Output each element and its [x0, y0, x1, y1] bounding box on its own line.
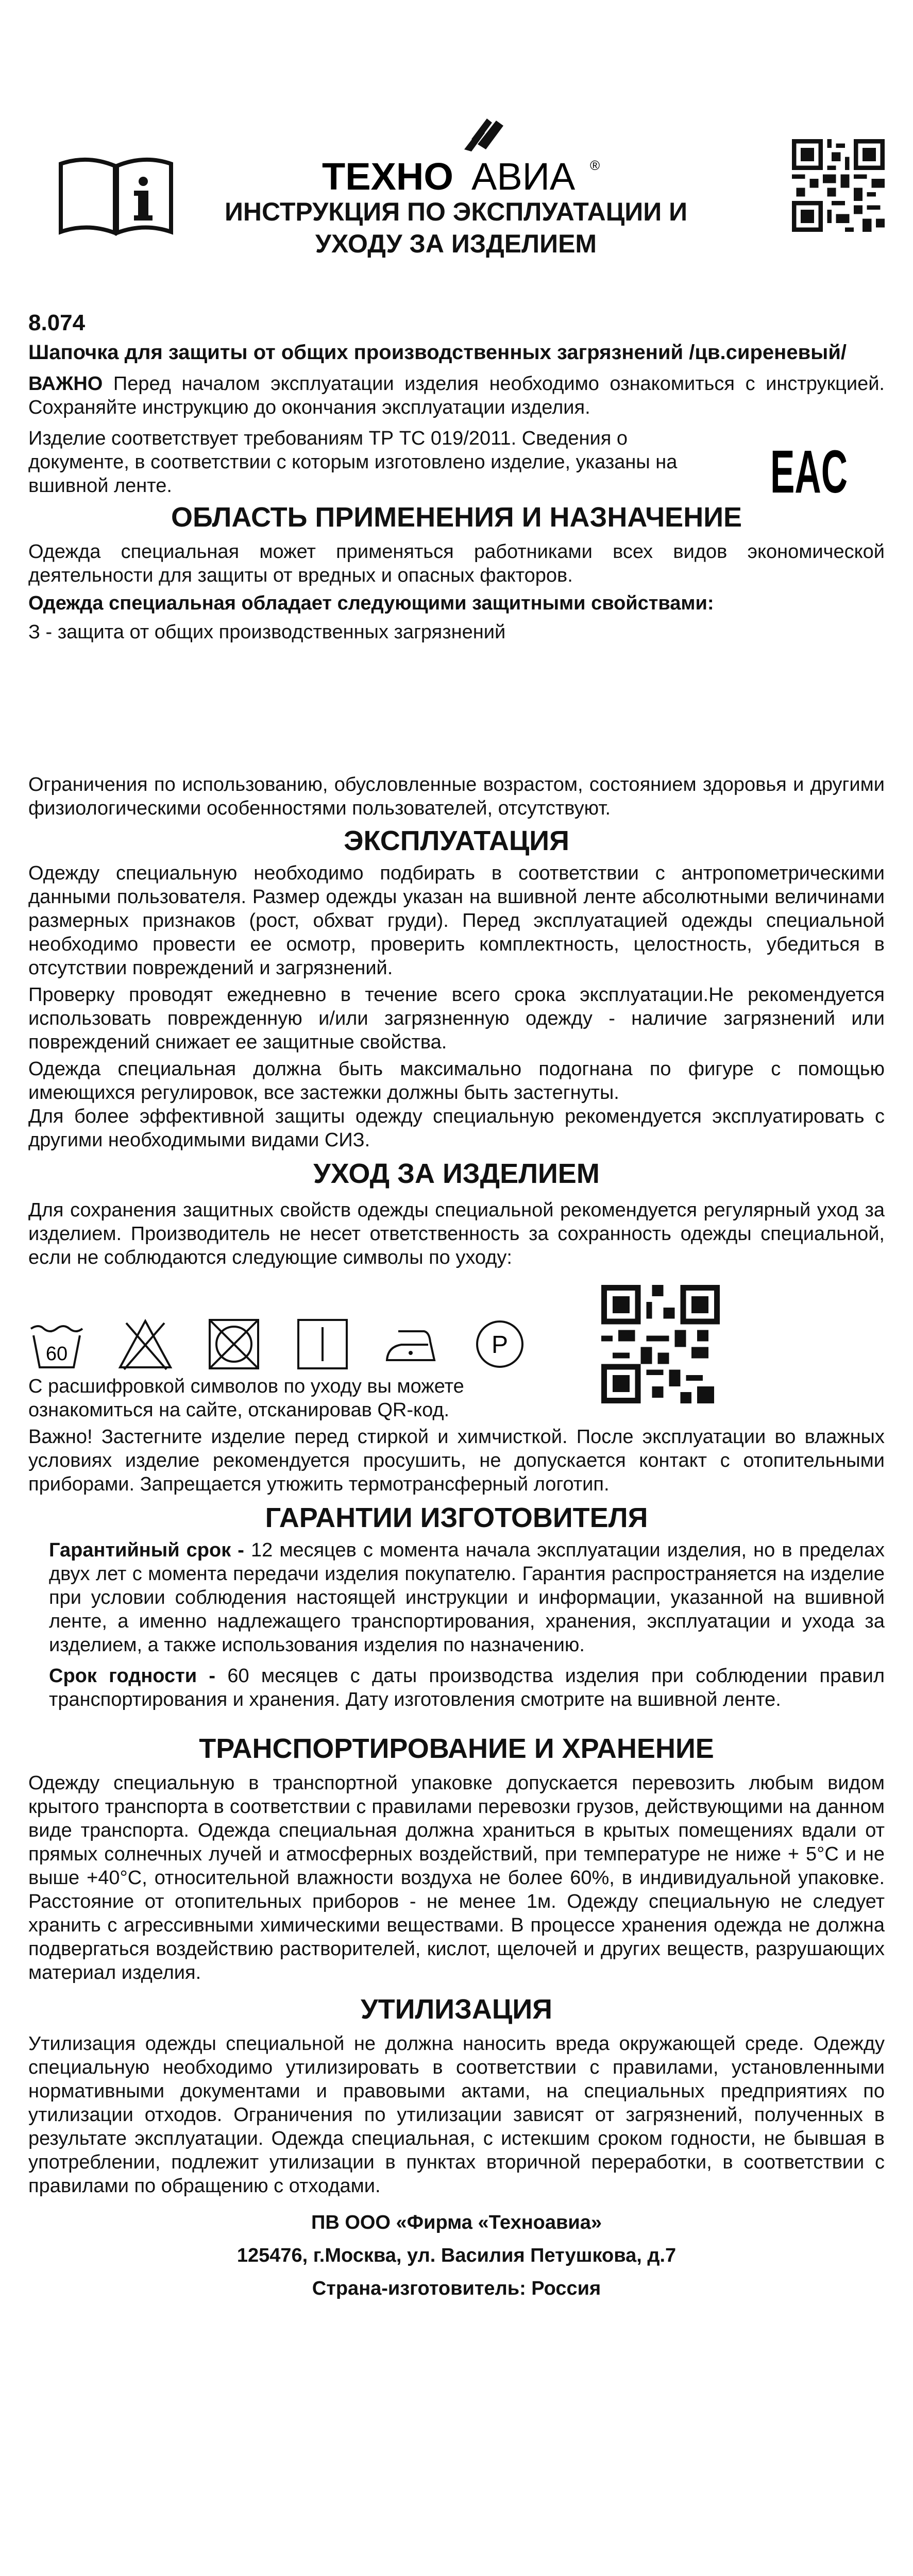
document-title: ИНСТРУКЦИЯ ПО ЭКСПЛУАТАЦИИ И УХОДУ ЗА ИЗДЕЛИЕМ: [224, 197, 688, 258]
care-qr-code-icon[interactable]: [601, 1285, 720, 1403]
product-code: 8.074: [28, 310, 86, 335]
disposal-text: Утилизация одежды специальной не должна наносить вреда окружающей среде. Одежду специальную необходимо утилизировать в соответствии с правилами, установленными нормативными документами и правовыми актами, на специальных предприятиях по утилизации отходов. Ограничения по утилизации зависят от загрязнений, полученных в результате эксплуатации. Одежда специальная, с истекшим сроком годности, не бывшая в употреблении, подлежит утилизации в пунктах вторичной переработки, в соответствии с правилами по обращению с отходами.: [28, 2033, 885, 2197]
manufacturer-address: 125476, г.Москва, ул. Василия Петушкова, д.7: [236, 2245, 677, 2266]
registered-mark: ®: [590, 158, 600, 173]
product-name: Шапочка для защиты от общих производственных загрязнений /цв.сиреневый/: [28, 341, 847, 364]
warranty-heading: ГАРАНТИИ ИЗГОТОВИТЕЛЯ: [265, 1502, 648, 1533]
logo-text-right: АВИА: [471, 155, 576, 198]
operation-paragraph: Для более эффективной защиты одежду специальную рекомендуется эксплуатировать с другими необходимыми видами СИЗ.: [28, 1106, 885, 1151]
instruction-sheet: [28, 118, 885, 2305]
wash-60-icon: [28, 1316, 85, 1372]
shelf-life-label: Срок годности -: [49, 1665, 216, 1687]
wash-temp-label: 60: [45, 1343, 68, 1365]
info-book-icon: [57, 155, 175, 237]
dry-clean-p-icon: [471, 1316, 528, 1372]
manufacturer-country: Страна-изготовитель: Россия: [312, 2278, 601, 2299]
logo-text-left: ТЕХНО: [322, 155, 453, 198]
no-bleach-icon: [117, 1316, 174, 1372]
transport-text: Одежду специальную в транспортной упаковке допускается перевозить любым видом крытого транспорта в соответствии с правилами перевозки грузов, действующими на данном виде транспорта. Одежда специальная должна храниться в крытых помещениях вдали от прямых солнечных лучей и атмосферных воздействий, при температуре не ниже + 5°С и не выше +40°С, относительной влажности воздуха не более 60%, в индивидуальной упаковке. Расстояние от отопительных приборов - не менее 1м. Одежду специальную не следует хранить с агрессивными химическими веществами. В процессе хранения одежда не должна подвергаться воздействию растворителей, кислот, щелочей и других веществ, разрушающих материал изделия.: [28, 1772, 885, 1984]
operation-paragraph: Одежда специальная должна быть максимально подогнана по фигуре с помощью имеющихся регулировок, все застежки должны быть застегнуты.: [28, 1058, 885, 1104]
operation-heading: ЭКСПЛУАТАЦИЯ: [344, 825, 569, 856]
operation-paragraph: Одежду специальную необходимо подбирать в соответствии с антропометрическими данными пользователя. Размер одежды указан на вшивной ленте абсолютными величинами размерных признаков (рост, обхват груди). Перед эксплуатацией одежды специальной необходимо провести ее осмотр, проверить комплектность, целостность, убедиться в отсутствии повреждений и загрязнений.: [28, 862, 885, 979]
important-notice: [28, 372, 885, 419]
eac-mark-text: EAC: [770, 438, 848, 506]
dry-clean-letter: P: [491, 1331, 509, 1359]
care-heading: УХОД ЗА ИЗДЕЛИЕМ: [313, 1158, 600, 1189]
important-label: ВАЖНО: [28, 373, 103, 395]
operation-paragraph: Проверку проводят ежедневно в течение всего срока эксплуатации.Не рекомендуется использовать поврежденную и/или загрязненную одежду - наличие загрязнений или повреждений снижает ее защитные свойства.: [28, 984, 885, 1053]
warranty-period-label: Гарантийный срок -: [49, 1539, 244, 1561]
qr-code-icon[interactable]: [792, 139, 885, 232]
certification-block: [28, 427, 885, 506]
iron-low-icon: [383, 1316, 439, 1372]
protective-property-item: З - защита от общих производственных загрязнений: [28, 621, 506, 643]
brand-logo: [317, 118, 605, 196]
shelf-life-text: 60 месяцев с даты производства изделия при соблюдении правил транспортирования и хранения. Дату изготовления смотрите на вшивной ленте.: [49, 1665, 885, 1710]
care-paragraph: Важно! Застегните изделие перед стиркой и химчисткой. После эксплуатации во влажных условиях изделие рекомендуется просушить, не допускается контакт с отопительными приборами. Запрещается утюжить термотрансферный логотип.: [28, 1426, 885, 1495]
spacer: [28, 644, 885, 773]
no-tumble-dry-icon: [206, 1316, 262, 1372]
warranty-period: [28, 1538, 885, 1657]
shelf-life: [28, 1664, 885, 1711]
header: [28, 118, 885, 309]
important-text: Перед началом эксплуатации изделия необходимо ознакомиться с инструкцией. Сохраняйте инструкцию до окончания эксплуатации изделия.: [28, 373, 885, 418]
certification-text: Изделие соответствует требованиям ТР ТС 019/2011. Сведения о документе, в соответствии с которым изготовлено изделие, указаны на вшивной ленте.: [28, 428, 678, 497]
scope-text: Одежда специальная может применяться работниками всех видов экономической деятельности для защиты от вредных и опасных факторов.: [28, 541, 885, 586]
care-qr-note: С расшифровкой символов по уходу вы можете ознакомиться на сайте, отсканировав QR-код.: [28, 1376, 464, 1421]
manufacturer-name: ПВ ООО «Фирма «Техноавиа»: [311, 2212, 602, 2233]
scope-heading: ОБЛАСТЬ ПРИМЕНЕНИЯ И НАЗНАЧЕНИЕ: [171, 502, 742, 533]
disposal-heading: УТИЛИЗАЦИЯ: [361, 1994, 552, 2025]
usage-restrictions: Ограничения по использованию, обусловленные возрастом, состоянием здоровья и другими физиологическими особенностями пользователей, отсутствуют.: [28, 774, 885, 819]
line-dry-icon: [294, 1316, 351, 1372]
warranty-period-text: 12 месяцев с момента начала эксплуатации изделия, но в пределах двух лет с момента передачи изделия покупателю. Гарантия распространяется на изделие при условии соблюдения настоящей инструкции и информации, указанной на вшивной ленте, а именно надлежащего транспортирования, хранения, эксплуатации и ухода за изделием, а также использования изделия по назначению.: [49, 1539, 885, 1656]
protective-properties-title: Одежда специальная обладает следующими защитными свойствами:: [28, 592, 714, 614]
eac-mark-icon: [770, 432, 848, 506]
transport-heading: ТРАНСПОРТИРОВАНИЕ И ХРАНЕНИЕ: [199, 1733, 714, 1764]
care-paragraph: Для сохранения защитных свойств одежды специальной рекомендуется регулярный уход за изделием. Производитель не несет ответственность за сохранность одежды специальной, если не соблюдаются следующие символы по уходу:: [28, 1199, 885, 1268]
